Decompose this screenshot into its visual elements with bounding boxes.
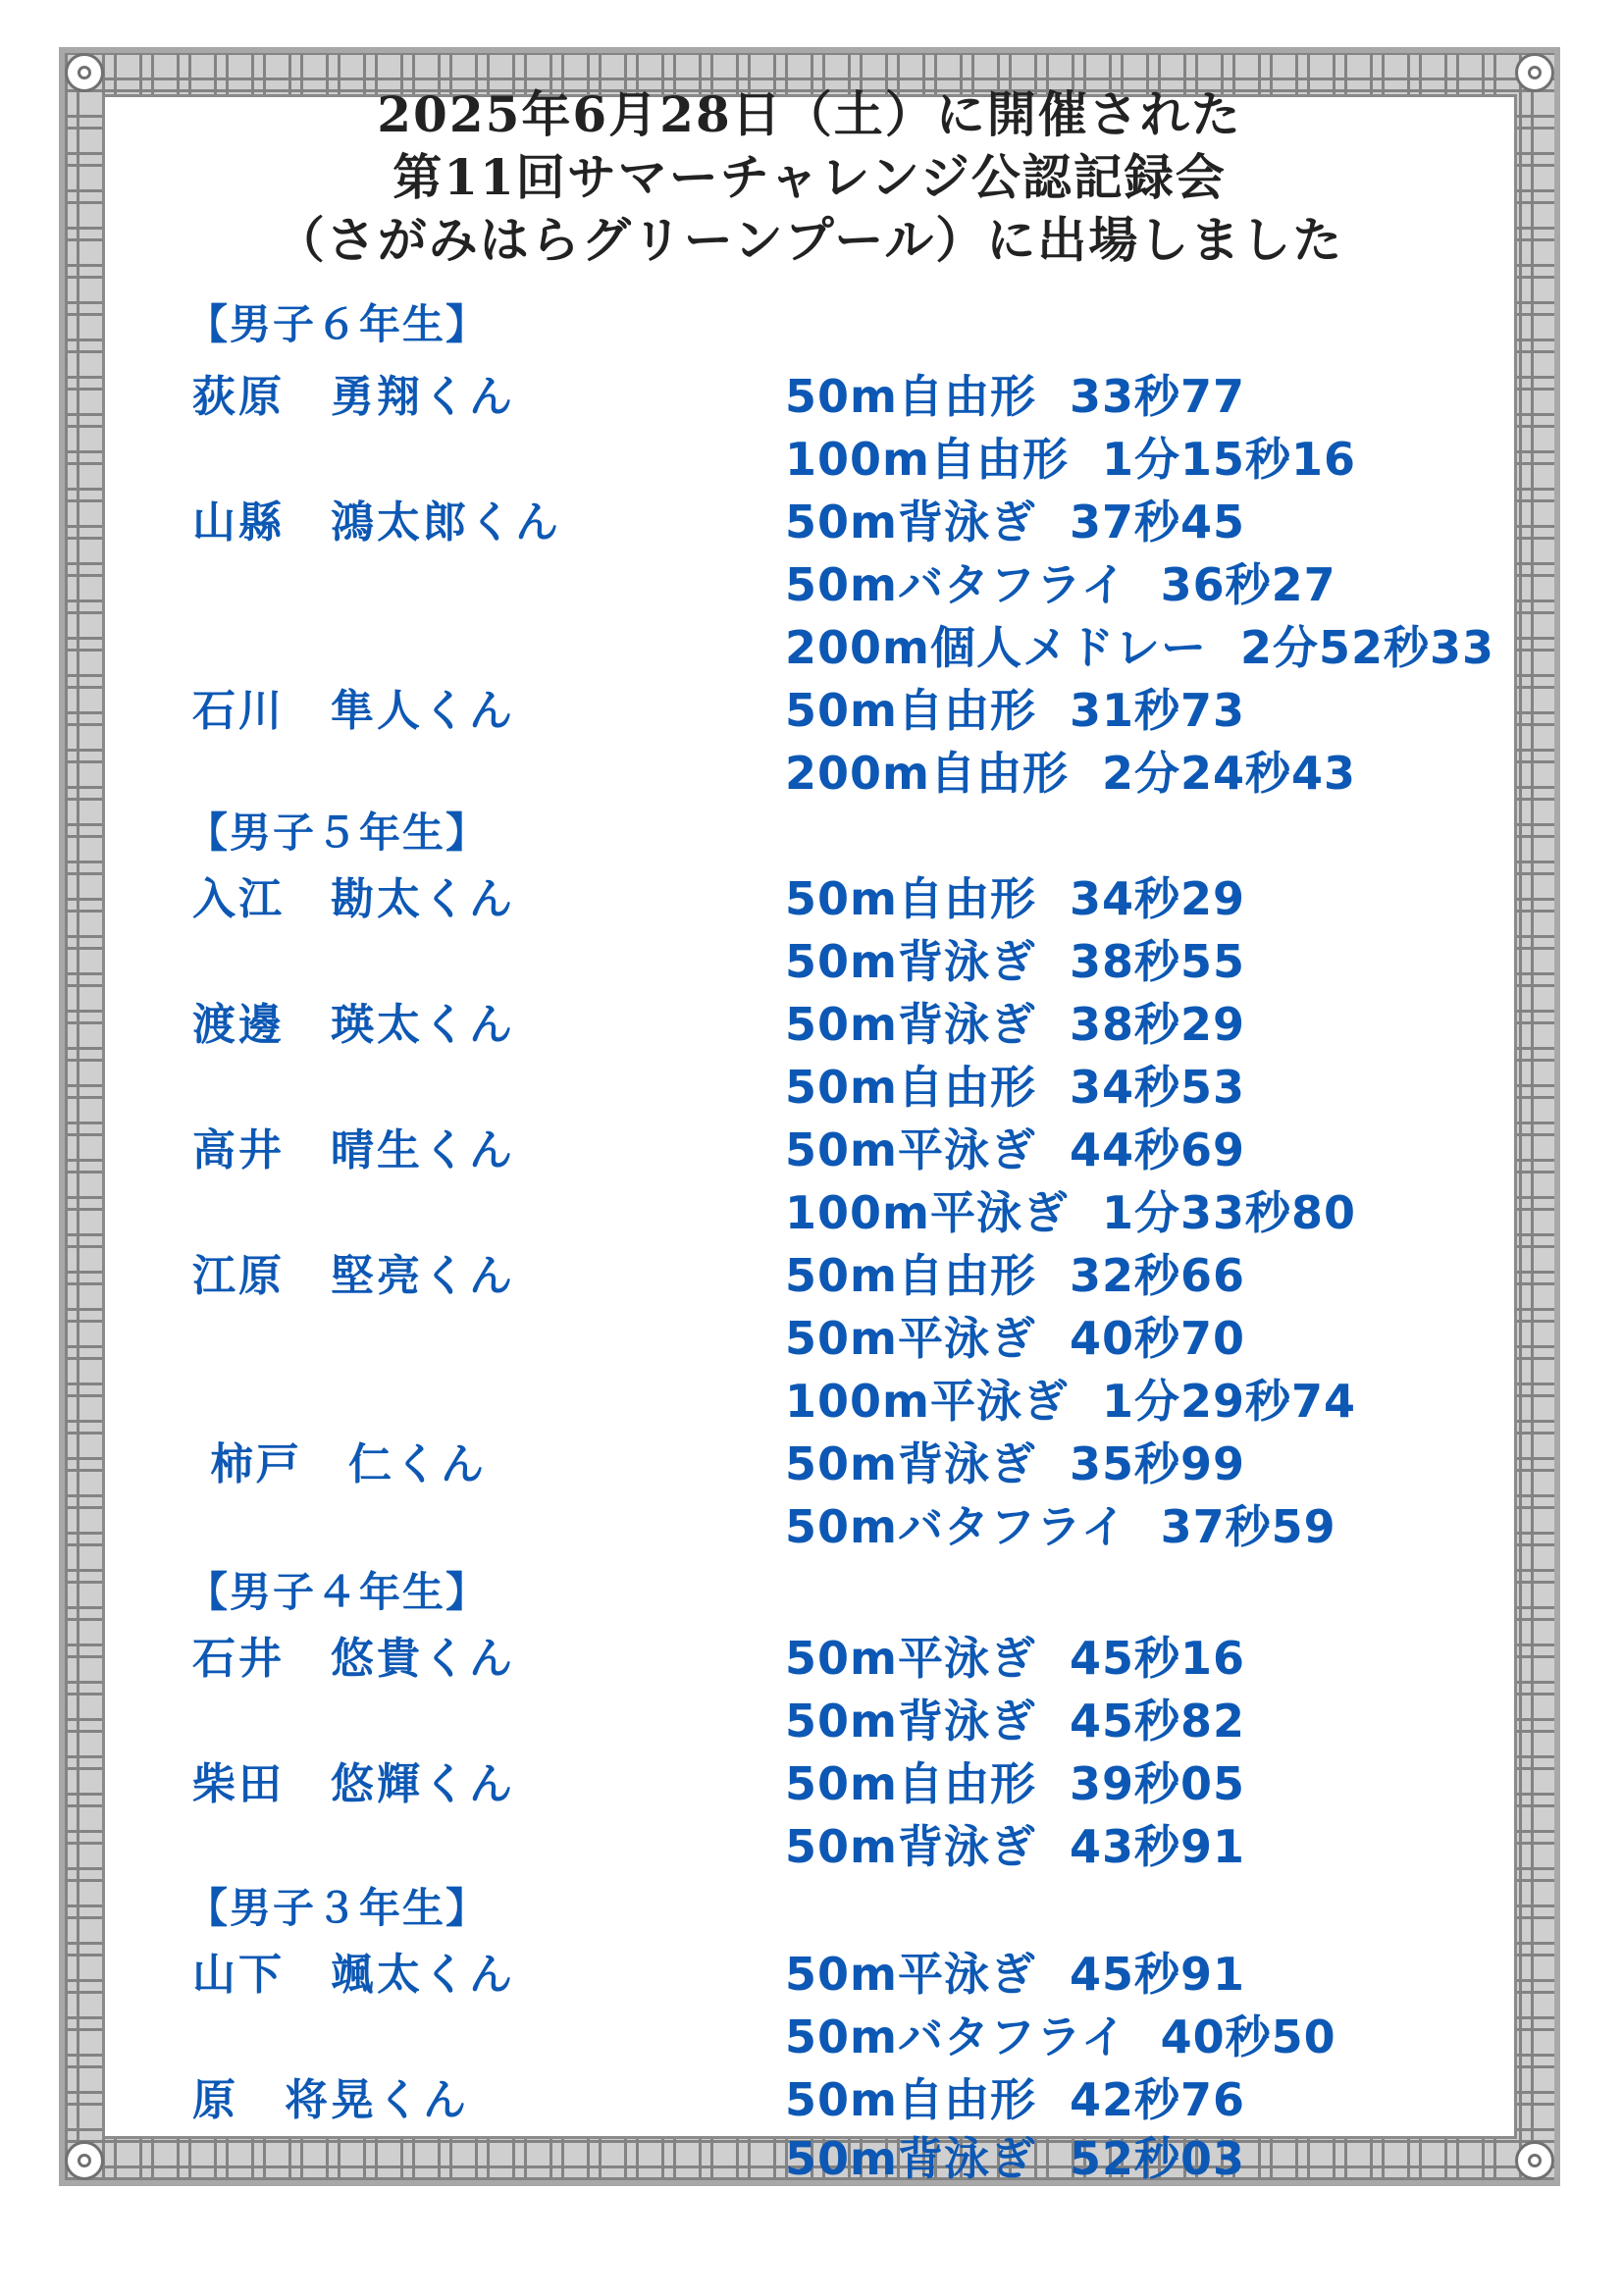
record: 100m平泳ぎ 1分33秒80	[785, 1186, 1357, 1239]
corner-ornament-icon	[65, 53, 104, 92]
section-heading: 【男子５年生】	[186, 809, 490, 857]
record: 50m自由形 34秒53	[785, 1061, 1246, 1114]
record: 50m自由形 33秒77	[785, 370, 1246, 423]
record: 50m自由形 39秒05	[785, 1757, 1246, 1810]
swimmer-name: 石井 悠貴くん	[192, 1634, 515, 1684]
swimmer-name: 山縣 鴻太郎くん	[192, 497, 561, 548]
record: 200m個人メドレー 2分52秒33	[785, 621, 1495, 674]
swimmer-name: 柿戸 仁くん	[210, 1439, 487, 1489]
record: 50m自由形 32秒66	[785, 1249, 1246, 1302]
swimmer-name: 渡邊 瑛太くん	[192, 1000, 515, 1050]
record: 50m背泳ぎ 52秒03	[785, 2132, 1246, 2185]
corner-ornament-icon	[1515, 53, 1554, 92]
record: 50m背泳ぎ 35秒99	[785, 1437, 1246, 1490]
record: 50m平泳ぎ 40秒70	[785, 1312, 1246, 1365]
record: 50m平泳ぎ 44秒69	[785, 1123, 1246, 1176]
record: 50m背泳ぎ 37秒45	[785, 496, 1246, 548]
record: 50mバタフライ 40秒50	[785, 2010, 1336, 2063]
record: 100m平泳ぎ 1分29秒74	[785, 1375, 1357, 1428]
corner-ornament-icon	[65, 2141, 104, 2180]
record: 50mバタフライ 36秒27	[785, 558, 1336, 611]
record: 200m自由形 2分24秒43	[785, 747, 1357, 800]
swimmer-name: 高井 晴生くん	[192, 1125, 515, 1175]
swimmer-name: 柴田 悠輝くん	[192, 1759, 515, 1809]
swimmer-name: 山下 颯太くん	[192, 1950, 515, 2000]
section-heading: 【男子４年生】	[186, 1568, 490, 1616]
record: 50m自由形 34秒29	[785, 872, 1246, 925]
record: 100m自由形 1分15秒16	[785, 433, 1357, 486]
title-line-3: （さがみはらグリーンプール）に出場しました	[275, 211, 1344, 269]
swimmer-name: 入江 勘太くん	[192, 874, 515, 924]
swimmer-name: 荻原 勇翔くん	[192, 372, 515, 422]
title-line-1: 2025年6月28日（土）に開催された	[377, 85, 1242, 143]
swimmer-name: 原 将晃くん	[192, 2075, 469, 2125]
record: 50m背泳ぎ 43秒91	[785, 1820, 1246, 1873]
record: 50m平泳ぎ 45秒16	[785, 1632, 1246, 1685]
title-line-2: 第11回サマーチャレンジ公認記録会	[393, 148, 1227, 206]
record: 50m平泳ぎ 45秒91	[785, 1948, 1246, 2001]
swimmer-name: 石川 隼人くん	[192, 686, 515, 736]
section-heading: 【男子６年生】	[186, 300, 490, 348]
section-heading: 【男子３年生】	[186, 1884, 490, 1932]
record: 50mバタフライ 37秒59	[785, 1500, 1336, 1553]
record: 50m背泳ぎ 38秒55	[785, 935, 1246, 988]
record: 50m自由形 31秒73	[785, 684, 1246, 737]
corner-ornament-icon	[1515, 2141, 1554, 2180]
swimmer-name: 江原 堅亮くん	[192, 1251, 515, 1301]
record: 50m背泳ぎ 45秒82	[785, 1695, 1246, 1748]
record: 50m背泳ぎ 38秒29	[785, 998, 1246, 1051]
record: 50m自由形 42秒76	[785, 2073, 1246, 2126]
